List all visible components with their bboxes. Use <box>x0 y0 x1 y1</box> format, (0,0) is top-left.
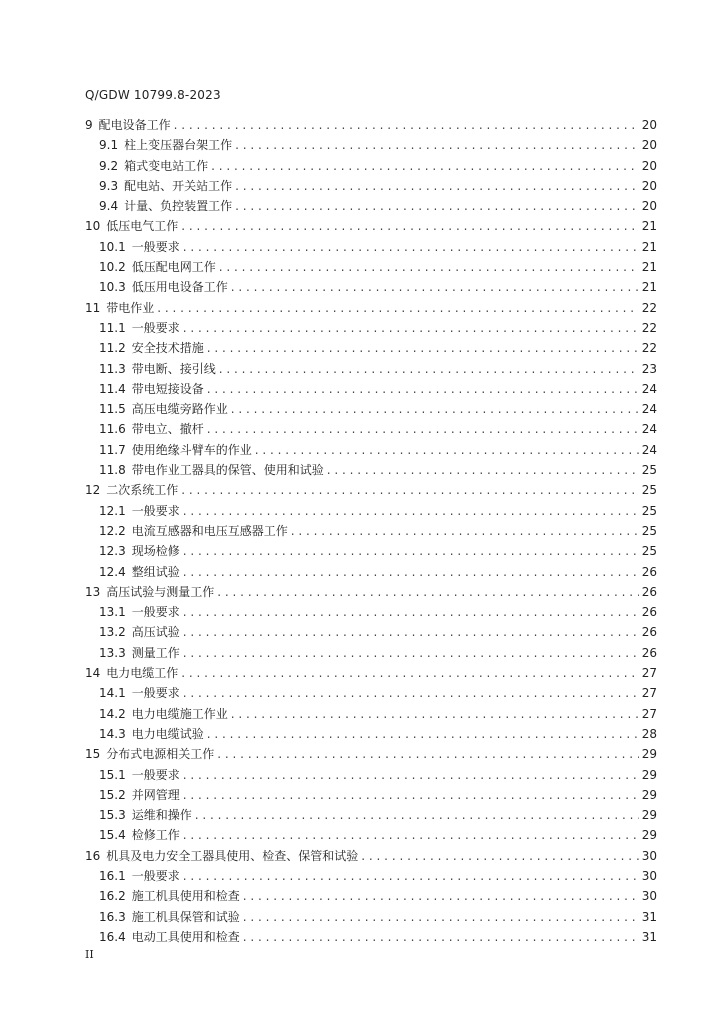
toc-entry-text <box>99 419 204 439</box>
toc-entry-page: 29 <box>641 828 657 843</box>
toc-subentry[interactable] <box>85 562 657 582</box>
toc-subentry[interactable] <box>85 886 657 906</box>
toc-subentry[interactable] <box>85 785 657 805</box>
toc-entry-number: 16.2 <box>99 889 126 904</box>
toc-entry-title: 低压配电网工作 <box>131 260 216 275</box>
toc-entry-number: 15 <box>85 747 101 762</box>
toc-entry-title: 箱式变电站工作 <box>124 158 209 173</box>
toc-entry-text <box>99 399 228 419</box>
toc-entry-number: 11.6 <box>99 422 126 437</box>
toc-entry-text <box>99 622 180 642</box>
toc-dot-leader <box>231 277 639 297</box>
toc-dot-leader <box>219 359 639 379</box>
toc-entry-page: 31 <box>641 929 657 944</box>
toc-entry-page: 30 <box>641 889 657 904</box>
toc-entry-title: 二次系统工作 <box>106 483 179 498</box>
toc-entry-text <box>85 298 154 318</box>
toc-subentry[interactable] <box>85 927 657 947</box>
toc-subentry[interactable] <box>85 460 657 480</box>
toc-entry[interactable] <box>85 480 657 500</box>
toc-entry-number: 11.8 <box>99 463 126 478</box>
toc-subentry[interactable] <box>85 683 657 703</box>
toc-dot-leader <box>183 643 639 663</box>
toc-dot-leader <box>207 338 639 358</box>
toc-dot-leader <box>174 115 639 135</box>
toc-entry-title: 一般要求 <box>131 767 180 782</box>
toc-dot-leader <box>327 460 639 480</box>
toc-dot-leader <box>183 683 639 703</box>
toc-dot-leader <box>231 399 639 419</box>
toc-entry-text <box>99 176 232 196</box>
toc-entry-number: 12.3 <box>99 544 126 559</box>
toc-entry-title: 低压电气工作 <box>106 219 179 234</box>
toc-entry-text <box>99 907 240 927</box>
toc-entry-number: 11.7 <box>99 442 126 457</box>
toc-entry-number: 9.4 <box>99 199 119 214</box>
toc-entry-text <box>85 480 178 500</box>
toc-entry-text <box>99 643 180 663</box>
toc-entry-page: 26 <box>641 605 657 620</box>
toc-entry[interactable] <box>85 582 657 602</box>
toc-entry-title: 计量、负控装置工作 <box>124 199 233 214</box>
toc-entry-title: 检修工作 <box>131 828 180 843</box>
toc-dot-leader <box>235 196 639 216</box>
toc-entry-number: 13.3 <box>99 645 126 660</box>
toc-entry-page: 29 <box>641 747 657 762</box>
toc-dot-leader <box>183 866 639 886</box>
toc-entry-page: 27 <box>641 706 657 721</box>
toc-entry-number: 9.2 <box>99 158 119 173</box>
toc-entry-title: 一般要求 <box>131 503 180 518</box>
toc-entry-title: 现场检修 <box>131 544 180 559</box>
toc-entry-number: 12.1 <box>99 503 126 518</box>
toc-entry[interactable] <box>85 298 657 318</box>
toc-entry-page: 20 <box>641 158 657 173</box>
toc-subentry[interactable] <box>85 277 657 297</box>
toc-entry-number: 10.3 <box>99 280 126 295</box>
toc-entry-number: 12 <box>85 483 101 498</box>
toc-entry-title: 电动工具使用和检查 <box>131 929 240 944</box>
toc-subentry[interactable] <box>85 825 657 845</box>
toc-dot-leader <box>207 419 639 439</box>
toc-entry-text <box>99 765 180 785</box>
toc-subentry[interactable] <box>85 440 657 460</box>
toc-entry-text <box>99 825 180 845</box>
toc-subentry[interactable] <box>85 602 657 622</box>
toc-entry-number: 14.3 <box>99 726 126 741</box>
toc-entry[interactable] <box>85 216 657 236</box>
toc-entry-page: 20 <box>641 138 657 153</box>
toc-subentry[interactable] <box>85 338 657 358</box>
toc-entry-text <box>99 196 232 216</box>
toc-dot-leader <box>183 602 639 622</box>
toc-entry-title: 柱上变压器台架工作 <box>124 138 233 153</box>
toc-entry-number: 11.4 <box>99 381 126 396</box>
toc-entry-title: 带电立、撤杆 <box>131 422 204 437</box>
toc-entry-text <box>85 744 214 764</box>
toc-entry-title: 施工机具使用和检查 <box>131 889 240 904</box>
toc-entry-number: 15.1 <box>99 767 126 782</box>
toc-entry-number: 11 <box>85 300 101 315</box>
toc-entry-page: 26 <box>641 584 657 599</box>
toc-entry-text <box>99 724 204 744</box>
toc-entry-text <box>99 785 180 805</box>
toc-entry-text <box>85 216 178 236</box>
toc-entry-page: 20 <box>641 118 657 132</box>
toc-dot-leader <box>235 135 639 155</box>
toc-entry-title: 高压电缆旁路作业 <box>131 402 228 417</box>
toc-subentry[interactable] <box>85 359 657 379</box>
toc-subentry[interactable] <box>85 237 657 257</box>
toc-entry-page: 29 <box>641 767 657 782</box>
toc-entry-number: 13.1 <box>99 605 126 620</box>
toc-entry-title: 运维和操作 <box>131 808 192 823</box>
toc-subentry[interactable] <box>85 196 657 216</box>
toc-entry-text <box>99 521 288 541</box>
toc-entry-page: 23 <box>641 361 657 376</box>
toc-entry-page: 29 <box>641 808 657 823</box>
toc-entry-number: 9.1 <box>99 138 119 153</box>
toc-entry-title: 施工机具保管和试验 <box>131 909 240 924</box>
toc-entry-text <box>85 846 358 866</box>
toc-entry-title: 低压用电设备工作 <box>131 280 228 295</box>
toc-dot-leader <box>183 825 639 845</box>
document-header-code: Q/GDW 10799.8-2023 <box>85 88 221 102</box>
toc-dot-leader <box>183 765 639 785</box>
toc-entry-title: 整组试验 <box>131 564 180 579</box>
toc-entry-title: 配电设备工作 <box>98 118 171 132</box>
toc-dot-leader <box>211 156 639 176</box>
toc-entry-page: 25 <box>641 463 657 478</box>
toc-entry-page: 21 <box>641 260 657 275</box>
toc-entry-number: 13.2 <box>99 625 126 640</box>
toc-entry-title: 一般要求 <box>131 239 180 254</box>
toc-entry-title: 使用绝缘斗臂车的作业 <box>131 442 252 457</box>
toc-dot-leader <box>181 480 638 500</box>
toc-entry-text <box>85 582 214 602</box>
toc-entry-number: 14.2 <box>99 706 126 721</box>
toc-entry-page: 28 <box>641 726 657 741</box>
toc-entry-page: 26 <box>641 625 657 640</box>
toc-dot-leader <box>183 541 639 561</box>
toc-subentry[interactable] <box>85 622 657 642</box>
toc-entry-number: 9.3 <box>99 178 119 193</box>
toc-entry-page: 21 <box>641 219 657 234</box>
toc-entry-number: 11.1 <box>99 320 126 335</box>
toc-subentry[interactable] <box>85 419 657 439</box>
toc-subentry[interactable] <box>85 643 657 663</box>
toc-entry-title: 带电作业工器具的保管、使用和试验 <box>131 463 324 478</box>
toc-entry-text <box>99 805 192 825</box>
toc-subentry[interactable] <box>85 399 657 419</box>
toc-entry[interactable] <box>85 115 657 135</box>
toc-dot-leader <box>231 704 639 724</box>
toc-subentry[interactable] <box>85 541 657 561</box>
toc-entry-text <box>99 156 208 176</box>
toc-entry-page: 24 <box>641 402 657 417</box>
toc-entry-text <box>99 135 232 155</box>
toc-entry-number: 9 <box>85 118 93 132</box>
toc-entry-page: 21 <box>641 280 657 295</box>
toc-dot-leader <box>217 582 638 602</box>
toc-entry[interactable] <box>85 744 657 764</box>
toc-subentry[interactable] <box>85 866 657 886</box>
toc-dot-leader <box>243 927 639 947</box>
toc-dot-leader <box>243 907 639 927</box>
toc-entry-page: 20 <box>641 199 657 214</box>
toc-entry-number: 13 <box>85 584 101 599</box>
toc-entry-title: 电力电缆试验 <box>131 726 204 741</box>
toc-dot-leader <box>157 298 638 318</box>
toc-entry-text <box>85 115 171 135</box>
toc-dot-leader <box>207 379 639 399</box>
toc-subentry[interactable] <box>85 318 657 338</box>
toc-entry-page: 25 <box>641 544 657 559</box>
toc-entry-text <box>99 318 180 338</box>
toc-entry-page: 29 <box>641 787 657 802</box>
toc-dot-leader <box>183 501 639 521</box>
toc-entry-number: 11.3 <box>99 361 126 376</box>
toc-entry-text <box>99 359 216 379</box>
toc-entry-page: 24 <box>641 381 657 396</box>
toc-dot-leader <box>181 216 638 236</box>
toc-dot-leader <box>291 521 639 541</box>
toc-subentry[interactable] <box>85 765 657 785</box>
toc-entry-text <box>99 277 228 297</box>
toc-dot-leader <box>361 846 638 866</box>
toc-entry-page: 31 <box>641 909 657 924</box>
toc-subentry[interactable] <box>85 907 657 927</box>
toc-entry[interactable] <box>85 846 657 866</box>
toc-entry-title: 带电作业 <box>106 300 155 315</box>
toc-dot-leader <box>219 257 639 277</box>
toc-entry-text <box>99 501 180 521</box>
toc-entry-number: 14.1 <box>99 686 126 701</box>
toc-entry-title: 一般要求 <box>131 320 180 335</box>
toc-entry-text <box>85 663 178 683</box>
toc-subentry[interactable] <box>85 501 657 521</box>
toc-entry-title: 电流互感器和电压互感器工作 <box>131 523 288 538</box>
toc-entry-title: 机具及电力安全工器具使用、检查、保管和试验 <box>106 848 359 863</box>
toc-entry-page: 25 <box>641 503 657 518</box>
toc-dot-leader <box>235 176 639 196</box>
toc-entry-title: 配电站、开关站工作 <box>124 178 233 193</box>
toc-entry-number: 12.2 <box>99 523 126 538</box>
toc-entry-title: 高压试验与测量工作 <box>106 584 215 599</box>
toc-entry-page: 25 <box>641 483 657 498</box>
toc-entry-text <box>99 379 204 399</box>
toc-entry-page: 21 <box>641 239 657 254</box>
toc-entry-title: 一般要求 <box>131 686 180 701</box>
toc-entry-page: 30 <box>641 848 657 863</box>
toc-entry-text <box>99 257 216 277</box>
toc-entry-number: 10.1 <box>99 239 126 254</box>
toc-entry-page: 24 <box>641 442 657 457</box>
toc-entry-page: 20 <box>641 178 657 193</box>
toc-dot-leader <box>207 724 639 744</box>
toc-entry-title: 并网管理 <box>131 787 180 802</box>
toc-dot-leader <box>195 805 639 825</box>
toc-subentry[interactable] <box>85 135 657 155</box>
toc-entry-title: 分布式电源相关工作 <box>106 747 215 762</box>
toc-entry-number: 11.2 <box>99 341 126 356</box>
toc-subentry[interactable] <box>85 704 657 724</box>
toc-entry-page: 22 <box>641 341 657 356</box>
toc-entry-title: 测量工作 <box>131 645 180 660</box>
toc-dot-leader <box>183 318 639 338</box>
toc-entry-text <box>99 338 204 358</box>
toc-subentry[interactable] <box>85 805 657 825</box>
toc-dot-leader <box>217 744 638 764</box>
toc-entry-title: 安全技术措施 <box>131 341 204 356</box>
toc-entry-number: 16.4 <box>99 929 126 944</box>
toc-entry-text <box>99 683 180 703</box>
page-number: II <box>85 948 94 961</box>
toc-entry-number: 14 <box>85 666 101 681</box>
toc-entry-number: 15.4 <box>99 828 126 843</box>
toc-subentry[interactable] <box>85 156 657 176</box>
toc-subentry[interactable] <box>85 724 657 744</box>
toc-entry-page: 24 <box>641 422 657 437</box>
toc-subentry[interactable] <box>85 257 657 277</box>
toc-dot-leader <box>183 785 639 805</box>
toc-entry-title: 带电短接设备 <box>131 381 204 396</box>
toc-entry-text <box>99 886 240 906</box>
toc-entry-page: 26 <box>641 645 657 660</box>
toc-subentry[interactable] <box>85 521 657 541</box>
toc-entry-title: 电力电缆施工作业 <box>131 706 228 721</box>
toc-entry-text <box>99 541 180 561</box>
toc-entry-title: 一般要求 <box>131 868 180 883</box>
toc-entry[interactable] <box>85 663 657 683</box>
toc-entry-text <box>99 237 180 257</box>
toc-entry-number: 16.1 <box>99 868 126 883</box>
toc-entry-number: 11.5 <box>99 402 126 417</box>
toc-entry-text <box>99 927 240 947</box>
toc-entry-number: 10 <box>85 219 101 234</box>
toc-dot-leader <box>183 622 639 642</box>
toc-entry-number: 16.3 <box>99 909 126 924</box>
toc-dot-leader <box>255 440 639 460</box>
toc-entry-page: 22 <box>641 320 657 335</box>
toc-entry-text <box>99 460 324 480</box>
toc-dot-leader <box>183 562 639 582</box>
toc-entry-number: 12.4 <box>99 564 126 579</box>
toc-entry-text <box>99 602 180 622</box>
toc-entry-number: 10.2 <box>99 260 126 275</box>
toc-entry-number: 16 <box>85 848 101 863</box>
toc-dot-leader <box>183 237 639 257</box>
toc-entry-title: 带电断、接引线 <box>131 361 216 376</box>
toc-entry-page: 25 <box>641 523 657 538</box>
table-of-contents <box>85 115 657 947</box>
toc-entry-page: 26 <box>641 564 657 579</box>
toc-entry-text <box>99 562 180 582</box>
toc-entry-page: 27 <box>641 666 657 681</box>
toc-entry-page: 27 <box>641 686 657 701</box>
toc-subentry[interactable] <box>85 379 657 399</box>
toc-entry-text <box>99 866 180 886</box>
toc-entry-page: 30 <box>641 868 657 883</box>
toc-dot-leader <box>243 886 639 906</box>
toc-subentry[interactable] <box>85 176 657 196</box>
toc-entry-title: 高压试验 <box>131 625 180 640</box>
toc-entry-title: 电力电缆工作 <box>106 666 179 681</box>
toc-entry-number: 15.2 <box>99 787 126 802</box>
toc-entry-title: 一般要求 <box>131 605 180 620</box>
toc-entry-text <box>99 440 252 460</box>
toc-entry-page: 22 <box>641 300 657 315</box>
toc-entry-text <box>99 704 228 724</box>
toc-entry-number: 15.3 <box>99 808 126 823</box>
toc-dot-leader <box>181 663 638 683</box>
